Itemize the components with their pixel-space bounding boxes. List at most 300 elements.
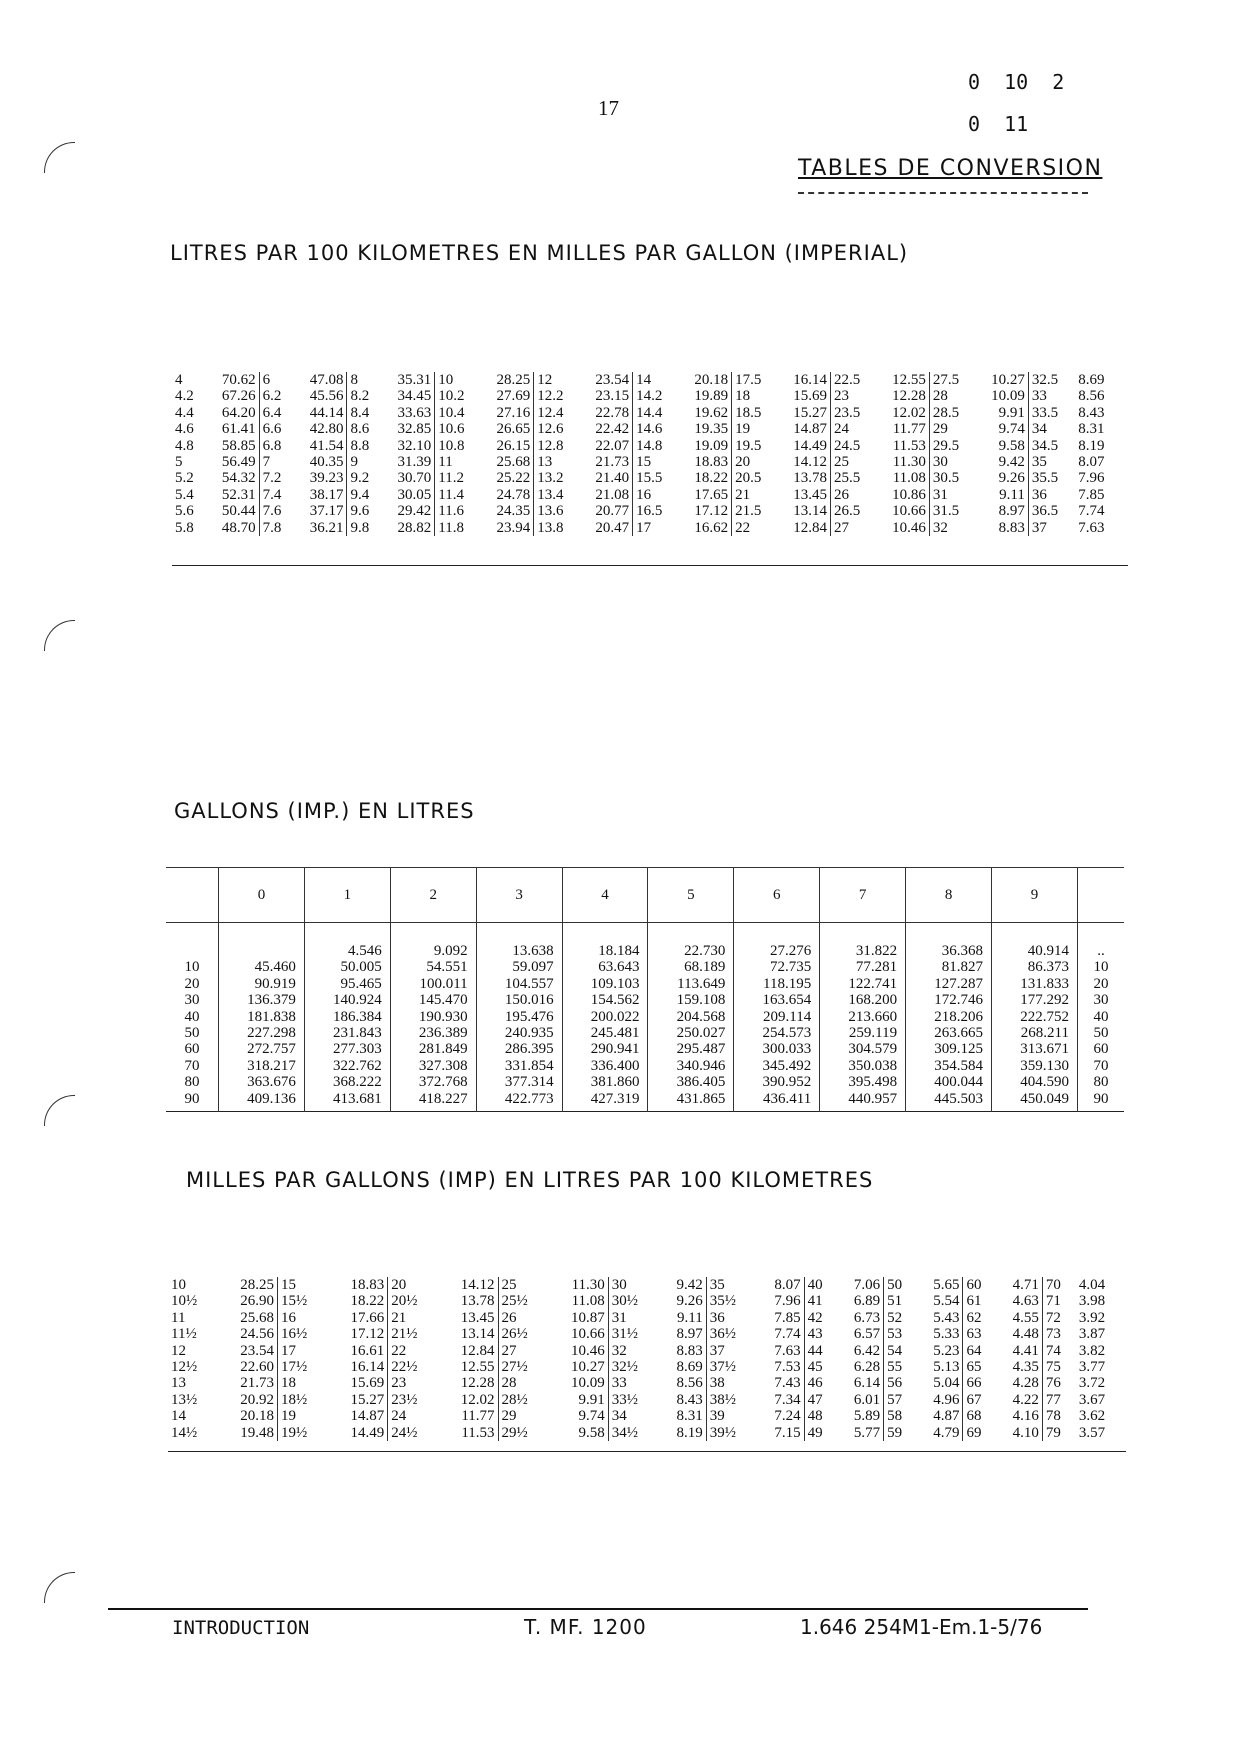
table1-label: 13.8 — [537, 519, 564, 536]
table3-value: 3.98 — [1078, 1293, 1106, 1310]
table1-value-column — [1072, 372, 1120, 536]
table3-value: 7.15 — [774, 1424, 801, 1441]
table3-value: 7.85 — [774, 1309, 801, 1326]
table3-value: 9.58 — [578, 1424, 605, 1441]
table1-value: 25.22 — [496, 470, 531, 487]
table1-value: 29.42 — [397, 503, 432, 520]
table3-label: 79 — [1045, 1424, 1061, 1441]
table2-cell: 386.405 — [676, 1074, 726, 1091]
table2-cell: 450.049 — [1020, 1090, 1069, 1107]
table3-label: 30½ — [611, 1293, 639, 1310]
table2-cell: 109.103 — [590, 975, 640, 992]
table3-value: 9.11 — [677, 1309, 703, 1326]
table1-label-column — [347, 372, 380, 536]
table1-value: 54.32 — [221, 470, 256, 487]
table3-value: 12.28 — [460, 1375, 495, 1392]
table1-value: 7.96 — [1078, 470, 1105, 487]
table2-column-header: 1 — [304, 868, 390, 923]
table3-value: 7.74 — [774, 1326, 801, 1343]
table1-value: 30.05 — [397, 486, 432, 503]
table1-value: 7.63 — [1078, 519, 1105, 536]
table2-row-label-right: 90 — [1093, 1090, 1109, 1107]
table3-label: 52 — [887, 1309, 903, 1326]
table2-cell: 13.638 — [512, 943, 554, 959]
table2-column-header: 4 — [562, 868, 648, 923]
table1-label: 9.8 — [350, 519, 370, 536]
table2-cell: 177.292 — [1020, 992, 1069, 1009]
table3-label: 23½ — [391, 1391, 418, 1408]
table3-value: 3.77 — [1078, 1358, 1106, 1375]
table1-label: 10.8 — [438, 437, 465, 454]
table1-label: 11.8 — [438, 519, 464, 536]
table2-row-label-right: 50 — [1093, 1024, 1109, 1041]
table2-cell: 381.860 — [590, 1074, 640, 1091]
table1-label: 17.5 — [735, 372, 762, 388]
table3-label-column — [277, 1277, 326, 1441]
table3-label: 60 — [966, 1277, 982, 1293]
table3-value-column — [216, 1277, 277, 1441]
table1-value: 37.17 — [309, 503, 344, 520]
table1-value: 15.27 — [793, 404, 827, 421]
table1-value-column — [204, 372, 259, 536]
table1-label: 10 — [438, 372, 454, 388]
table2-cell: 295.487 — [676, 1041, 726, 1058]
page-number: 17 — [598, 96, 619, 120]
table1-value: 13.14 — [793, 503, 827, 520]
table2-cell: 418.227 — [418, 1090, 468, 1107]
table1-label: 23.5 — [833, 404, 861, 421]
table2-cell: 422.773 — [504, 1090, 554, 1107]
table2-cell: 245.481 — [590, 1024, 640, 1041]
table1-value: 10.27 — [991, 372, 1025, 388]
table2-cell: 195.476 — [504, 1008, 554, 1025]
table3-label: 24 — [391, 1408, 407, 1425]
table3-label: 51 — [887, 1293, 903, 1310]
table2-cell: 172.746 — [934, 992, 984, 1009]
table3-value-column — [437, 1277, 498, 1441]
table1-label: 11.2 — [438, 470, 464, 487]
table2-cell: 100.011 — [419, 975, 468, 992]
table1-value: 9.42 — [998, 453, 1025, 470]
table2-cell: 268.211 — [1020, 1024, 1069, 1041]
table3-label: 21½ — [391, 1326, 418, 1343]
table2-value-column — [304, 923, 390, 1112]
table3-value: 12.84 — [460, 1342, 495, 1359]
table1-label: 6.2 — [262, 388, 282, 405]
table1-label-column — [830, 372, 874, 536]
table1-label: 4.6 — [175, 421, 194, 438]
table1-value: 9.74 — [998, 421, 1025, 438]
table1-value: 27.69 — [496, 388, 531, 405]
table3-value: 7.06 — [853, 1277, 881, 1293]
table1-label: 18.5 — [735, 404, 762, 421]
table3-value: 21.73 — [240, 1375, 274, 1392]
table3-value: 5.13 — [933, 1358, 960, 1375]
table1-label: 26.5 — [833, 503, 861, 520]
table2-corner-cell — [1078, 868, 1125, 923]
table1-value: 23.54 — [595, 372, 630, 388]
table2-cell: 318.217 — [247, 1057, 296, 1074]
table2-cell: 345.492 — [762, 1057, 812, 1074]
table1-label: 16 — [636, 486, 652, 503]
table3-label: 65 — [966, 1358, 982, 1375]
table2-column-header: 7 — [820, 868, 906, 923]
table3-value: 19.48 — [240, 1424, 274, 1441]
table3-value: 3.87 — [1078, 1326, 1106, 1343]
table2-cell: 290.941 — [590, 1041, 640, 1058]
table1-label: 21 — [735, 486, 751, 503]
table2-cell: 445.503 — [934, 1090, 984, 1107]
table3-label: 39½ — [709, 1424, 736, 1441]
table3-value-column — [326, 1277, 387, 1441]
table1-label: 8.2 — [350, 388, 370, 405]
table1-label: 19.5 — [735, 437, 762, 454]
table2-cell: 154.562 — [590, 992, 640, 1009]
table3-label: 20½ — [391, 1293, 418, 1310]
punch-mark — [44, 142, 75, 173]
table3-value: 15.69 — [350, 1375, 385, 1392]
table3-value: 6.28 — [853, 1358, 881, 1375]
table2-row-label-right: .. — [1097, 943, 1105, 959]
table3-bottom-rule — [168, 1451, 1126, 1452]
table2-cell: 240.935 — [504, 1024, 554, 1041]
table1-value: 17.12 — [694, 503, 729, 520]
table1-value: 9.58 — [998, 437, 1025, 454]
table3-label: 17½ — [280, 1358, 308, 1375]
table3-label: 74 — [1045, 1342, 1061, 1359]
table2-row-label-right: 30 — [1093, 992, 1109, 1009]
table3-label: 37½ — [709, 1358, 736, 1375]
page-heading: TABLES DE CONVERSION — [798, 156, 1103, 181]
table1-value: 44.14 — [309, 404, 344, 421]
table1-label: 12.4 — [537, 404, 564, 421]
table1-value: 17.65 — [694, 486, 729, 503]
table2-cell: 104.557 — [504, 975, 554, 992]
table3-label: 53 — [887, 1326, 903, 1343]
table3-label: 10 — [171, 1277, 186, 1293]
table1-label: 6.4 — [262, 404, 282, 421]
table2-cell: 9.092 — [433, 943, 468, 959]
table2-cell: 272.757 — [247, 1041, 296, 1058]
table1-label: 30 — [932, 453, 948, 470]
table3-label: 29½ — [501, 1424, 528, 1441]
table2-cell: 36.368 — [941, 943, 984, 959]
table1-label: 10.6 — [438, 421, 465, 438]
table3-value: 6.42 — [853, 1342, 881, 1359]
table3-value: 18.22 — [350, 1293, 385, 1310]
table2-row-label: 10 — [184, 959, 200, 976]
table3-value: 8.19 — [676, 1424, 703, 1441]
table3-label: 34½ — [611, 1424, 639, 1441]
table3-label: 28 — [501, 1375, 517, 1392]
table1-label: 31 — [932, 486, 948, 503]
table3-value: 22.60 — [240, 1358, 274, 1375]
table2-cell: 218.206 — [934, 1008, 984, 1025]
table3-value: 6.57 — [853, 1326, 881, 1343]
table3-value: 4.22 — [1012, 1391, 1039, 1408]
table3-label-column — [498, 1277, 547, 1441]
table1-label: 28.5 — [932, 404, 960, 421]
table2-cell: 377.314 — [504, 1074, 554, 1091]
table2-cell: 368.222 — [333, 1074, 382, 1091]
table3-label: 20 — [391, 1277, 407, 1293]
table2-column-header: 2 — [390, 868, 476, 923]
table3-label: 76 — [1045, 1375, 1061, 1392]
table1-value: 21.73 — [595, 453, 630, 470]
table1-label-column — [259, 372, 292, 536]
table3-value: 4.79 — [933, 1424, 960, 1441]
table3-label: 38½ — [709, 1391, 736, 1408]
table1-value: 10.86 — [892, 486, 926, 503]
table3-value: 7.96 — [774, 1293, 801, 1310]
table2-cell: 363.676 — [247, 1074, 296, 1091]
table2-cell: 427.319 — [590, 1090, 640, 1107]
table2-cell: 86.373 — [1027, 959, 1069, 976]
table3-label: 40 — [807, 1277, 823, 1293]
table1-label: 33.5 — [1031, 404, 1059, 421]
table3-value: 3.67 — [1078, 1391, 1106, 1408]
table1-value: 7.85 — [1078, 486, 1105, 503]
table3-label-column — [706, 1277, 755, 1441]
table3-value: 18.83 — [350, 1277, 385, 1293]
table3-label: 55 — [887, 1358, 903, 1375]
table3-value: 5.04 — [933, 1375, 960, 1392]
table3-label: 26½ — [501, 1326, 528, 1343]
table2-cell: 263.665 — [934, 1024, 984, 1041]
table1-value-column — [775, 372, 830, 536]
table2-cell: 390.952 — [762, 1074, 812, 1091]
table2-cell: 281.849 — [418, 1041, 468, 1058]
table2-value-column — [219, 923, 305, 1112]
table1-value: 39.23 — [309, 470, 344, 487]
table1-value-column — [973, 372, 1028, 536]
table3-value: 4.71 — [1012, 1277, 1039, 1293]
table1-value: 8.07 — [1078, 453, 1105, 470]
table3-value: 9.91 — [578, 1391, 605, 1408]
table3-value: 8.69 — [676, 1358, 703, 1375]
table1-label: 32.5 — [1031, 372, 1059, 388]
table2-cell: 22.730 — [684, 943, 726, 959]
table1-label: 35.5 — [1031, 470, 1059, 487]
table1-value: 24.78 — [496, 486, 531, 503]
table2-cell: 136.379 — [247, 992, 296, 1009]
table3-value: 7.43 — [774, 1375, 801, 1392]
table3-label: 24½ — [391, 1424, 418, 1441]
table3-value: 5.89 — [853, 1408, 881, 1425]
table3-value: 16.61 — [350, 1342, 385, 1359]
table2-column-header: 9 — [992, 868, 1078, 923]
table1-label: 14.6 — [636, 421, 663, 438]
table3-label-column — [388, 1277, 437, 1441]
table1-value: 28.25 — [496, 372, 531, 388]
table1-label: 5.4 — [175, 486, 194, 503]
table3-label: 33 — [611, 1375, 627, 1392]
table1-label: 18 — [735, 388, 751, 405]
table3-value: 13.78 — [460, 1293, 495, 1310]
table2-value-column — [906, 923, 992, 1112]
table2-cell: 222.752 — [1020, 1008, 1069, 1025]
table3-label: 43 — [807, 1326, 823, 1343]
table1-label: 22 — [735, 519, 751, 536]
table3-value: 4.87 — [933, 1408, 960, 1425]
table1-value: 23.94 — [496, 519, 531, 536]
table1-label: 36 — [1031, 486, 1047, 503]
footer-section: INTRODUCTION — [172, 1617, 310, 1639]
table1-value: 36.21 — [309, 519, 344, 536]
table1-label: 9.6 — [350, 503, 370, 520]
table3-value: 7.53 — [774, 1358, 801, 1375]
table2-body — [166, 923, 1124, 1112]
table1-value: 13.78 — [793, 470, 827, 487]
table2-cell: 150.016 — [504, 992, 554, 1009]
table2-cell: 181.838 — [247, 1008, 296, 1025]
table2-cell: 250.027 — [676, 1024, 726, 1041]
table3-label-column — [884, 1277, 914, 1441]
table1-value: 18.83 — [694, 453, 729, 470]
table2-column-header: 0 — [219, 868, 305, 923]
table3-value: 5.77 — [853, 1424, 881, 1441]
table3-label: 19½ — [280, 1424, 308, 1441]
table3-label: 58 — [887, 1408, 903, 1425]
reference-code-1: 0 10 2 — [968, 70, 1065, 94]
table2-cell: 159.108 — [676, 992, 726, 1009]
table1-label: 9.4 — [350, 486, 370, 503]
table1-value: 20.77 — [595, 503, 630, 520]
table3-label: 39 — [709, 1408, 725, 1425]
table2-cell — [219, 943, 296, 959]
table3-label: 18½ — [280, 1391, 308, 1408]
table3-value: 8.56 — [676, 1375, 703, 1392]
table1-label: 25.5 — [833, 470, 861, 487]
table1-value: 10.09 — [991, 388, 1025, 405]
table2-value-column — [476, 923, 562, 1112]
table2-bottom-rule — [166, 1111, 1124, 1112]
table3-value: 6.14 — [853, 1375, 881, 1392]
table1-value: 7.74 — [1078, 503, 1105, 520]
table3-label: 71 — [1045, 1293, 1061, 1310]
table3-value: 26.90 — [240, 1293, 274, 1310]
table2-cell: 236.389 — [418, 1024, 468, 1041]
table2-cell: 31.822 — [855, 943, 898, 959]
table2-cell: 27.276 — [769, 943, 812, 959]
table2-cell: 81.827 — [941, 959, 984, 976]
table2-cell: 95.465 — [340, 975, 382, 992]
table3-value: 5.54 — [933, 1293, 960, 1310]
table1-value: 27.16 — [496, 404, 531, 421]
table3-label: 67 — [966, 1391, 982, 1408]
table1-value: 22.78 — [595, 404, 630, 421]
table2-value-column — [734, 923, 820, 1112]
table1-value: 9.26 — [998, 470, 1025, 487]
table3-label-column — [608, 1277, 657, 1441]
table1-value: 12.55 — [892, 372, 926, 388]
table2-value-column — [390, 923, 476, 1112]
table2-row-label: 70 — [184, 1057, 200, 1074]
table3-label: 29 — [501, 1408, 517, 1425]
table3-value: 11.77 — [461, 1408, 495, 1425]
table3-label: 42 — [807, 1309, 823, 1326]
table3-label: 49 — [807, 1424, 823, 1441]
table2-row-label-right-column — [1078, 923, 1125, 1112]
table3-value: 4.96 — [933, 1391, 960, 1408]
table2-cell: 68.189 — [684, 959, 726, 976]
table2-cell: 40.914 — [1027, 943, 1069, 959]
table3-label: 13½ — [171, 1391, 198, 1408]
table3-label: 63 — [966, 1326, 982, 1343]
table1-label: 7.6 — [262, 503, 282, 520]
table3-value: 8.97 — [676, 1326, 703, 1343]
table1-value: 64.20 — [221, 404, 256, 421]
table3-label: 31½ — [611, 1326, 639, 1343]
table1-value: 13.45 — [793, 486, 827, 503]
table3-value: 16.14 — [350, 1358, 385, 1375]
table1-value: 48.70 — [221, 519, 256, 536]
table1-label: 29.5 — [932, 437, 960, 454]
table1-value: 56.49 — [221, 453, 256, 470]
table1-value: 19.89 — [694, 388, 729, 405]
table1-label: 33 — [1031, 388, 1047, 405]
table1-label: 36.5 — [1031, 503, 1059, 520]
table1-value: 58.85 — [221, 437, 256, 454]
table1-label: 8.4 — [350, 404, 370, 421]
table3-value: 11.53 — [461, 1424, 495, 1441]
table1-value: 26.15 — [496, 437, 531, 454]
table3-label: 22 — [391, 1342, 407, 1359]
table2-column-header: 6 — [734, 868, 820, 923]
table3-value: 10.09 — [571, 1375, 605, 1392]
table2-cell: 259.119 — [848, 1024, 898, 1041]
table3-value: 7.63 — [774, 1342, 801, 1359]
table1-value: 8.19 — [1078, 437, 1105, 454]
table3-label: 18 — [280, 1375, 296, 1392]
table2-cell: 359.130 — [1020, 1057, 1069, 1074]
table1-label: 7.4 — [262, 486, 282, 503]
punch-mark — [44, 1572, 75, 1603]
table2-cell: 322.762 — [333, 1057, 382, 1074]
table2-cell: 72.735 — [769, 959, 812, 976]
table3-value: 24.56 — [240, 1326, 274, 1343]
table3-value: 4.35 — [1012, 1358, 1039, 1375]
table2-cell: 77.281 — [855, 959, 898, 976]
table1-value: 8.31 — [1078, 421, 1105, 438]
table1-value: 12.28 — [892, 388, 926, 405]
table3-label: 56 — [887, 1375, 903, 1392]
table1-value: 16.14 — [793, 372, 827, 388]
table2-row-label-column — [166, 923, 219, 1112]
table1-value: 70.62 — [221, 372, 256, 388]
table1-label: 4.8 — [175, 437, 194, 454]
table2-cell: 413.681 — [333, 1090, 382, 1107]
table3-label: 73 — [1045, 1326, 1061, 1343]
table1-value: 61.41 — [221, 421, 256, 438]
table1-label: 34 — [1031, 421, 1047, 438]
table1-value: 8.69 — [1078, 372, 1105, 388]
table3-value: 6.89 — [853, 1293, 881, 1310]
table1-label: 12.8 — [537, 437, 564, 454]
table3-label: 69 — [966, 1424, 982, 1441]
table3-label: 48 — [807, 1408, 823, 1425]
table2-value-column — [562, 923, 648, 1112]
table3-value: 4.48 — [1012, 1326, 1039, 1343]
table1-value: 38.17 — [309, 486, 344, 503]
table3-value: 4.04 — [1078, 1277, 1106, 1293]
table2-row-label: 40 — [184, 1008, 200, 1025]
table1-label: 5.6 — [175, 503, 194, 520]
table1-label: 14.2 — [636, 388, 663, 405]
table1-value: 42.80 — [309, 421, 344, 438]
table1-value-column — [380, 372, 435, 536]
table2-corner-cell — [166, 868, 219, 923]
